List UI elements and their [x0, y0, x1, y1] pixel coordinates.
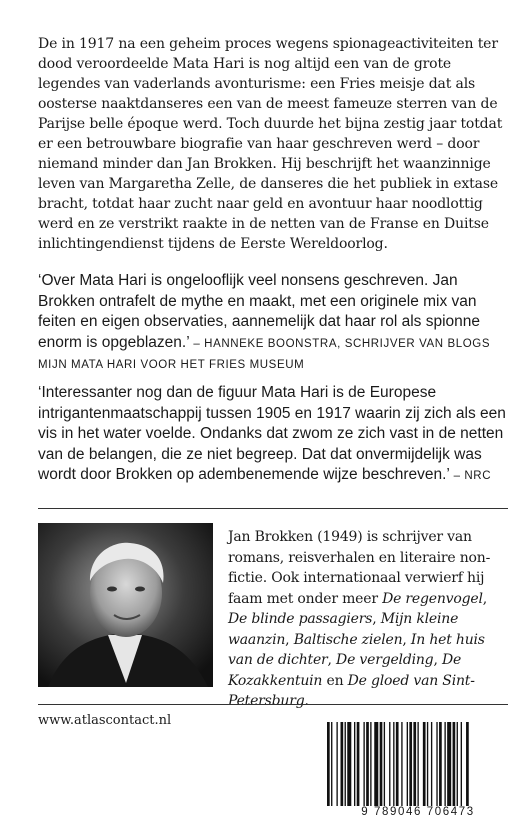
barcode-bar — [409, 722, 412, 814]
author-portrait-drawing — [38, 523, 213, 687]
publisher-website: www.atlascontact.nl — [38, 713, 172, 728]
isbn-number: 9 789046 706473 — [323, 806, 513, 818]
barcode-bar — [327, 722, 330, 814]
book-title: In het huis van de dichter — [228, 631, 485, 668]
barcode-bar — [444, 722, 445, 814]
author-bio: Jan Brokken (1949) is schrijver van romans, reisverhalen en literaire non-fictie. Ook internationaal verwierf hij faam met onder meer De regenvogel, De blinde passagiers, Mijn kleine waanzin, Baltische zielen, In het huis van de dichter, De vergelding, De Kozakkentuin en De gloed van Sint-Petersburg. — [228, 529, 491, 709]
review-quote-1 — [38, 271, 508, 376]
barcode-bar — [347, 722, 351, 814]
barcode-bar — [401, 722, 402, 814]
barcode-bar — [436, 722, 437, 814]
back-cover-blurb — [38, 34, 508, 254]
barcode-bar — [447, 722, 451, 814]
barcode-bar — [374, 722, 378, 814]
barcode-bar — [427, 722, 428, 814]
divider-line — [38, 508, 508, 509]
barcode-bar — [331, 722, 332, 814]
barcode-bar — [393, 722, 394, 814]
barcode-bar — [407, 722, 408, 814]
barcode-bar — [423, 722, 426, 814]
barcode-bar — [357, 722, 360, 814]
quote-attribution: – NRC — [453, 470, 492, 482]
book-title: Baltische zielen — [293, 631, 403, 648]
barcode-bar — [396, 722, 399, 814]
book-title: De blinde passagiers — [228, 611, 373, 627]
bio-and: en — [322, 672, 348, 689]
barcode-bar — [431, 722, 432, 814]
barcode-bar — [466, 722, 469, 814]
book-title: De Kozakkentuin — [228, 652, 462, 689]
barcode-bar — [366, 722, 369, 814]
isbn-barcode — [323, 722, 513, 822]
barcode-bar — [354, 722, 355, 814]
barcode-bar — [380, 722, 383, 814]
review-quote-2 — [38, 383, 508, 487]
barcode-bar — [439, 722, 442, 814]
bio-intro: Jan Brokken (1949) is schrijver van romans, reisverhalen en literaire non-fictie. Ook internationaal verwierf hij faam met onder meer — [228, 529, 491, 607]
barcode-bar — [370, 722, 371, 814]
author-photo — [38, 523, 213, 687]
barcode-bar — [363, 722, 364, 814]
barcode-bar — [336, 722, 337, 814]
barcode-bar — [457, 722, 458, 814]
book-title: De gloed van Sint-Petersburg — [228, 672, 475, 709]
book-title: De regenvogel — [382, 590, 483, 607]
bio-end: . — [304, 693, 309, 709]
barcode-bar — [453, 722, 456, 814]
barcode-bar — [341, 722, 344, 814]
barcode-bar — [389, 722, 390, 814]
barcode-bar — [345, 722, 346, 814]
book-title: De vergelding — [336, 652, 434, 668]
book-title: Mijn kleine waanzin — [228, 611, 459, 648]
divider-line — [38, 704, 508, 705]
barcode-bars — [323, 722, 513, 814]
quote-text: ‘Over Mata Hari is ongelooflijk veel nonsens geschreven. Jan Brokken ontrafelt de mythe en maakt, met een originele mix van feiten en eigen observaties, aannemelijk dat haar rol als spionne enorm is opgeblazen.’ — [38, 272, 481, 351]
barcode-bar — [384, 722, 385, 814]
blurb-text: De in 1917 na een geheim proces wegens spionageactiviteiten ter dood veroordeelde Mata Hari is nog altijd een van de grote legendes van vaderlands avonturisme: een Fries meisje dat als oosterse naaktdanseres een van de meest fameuze sterren van de Parijse belle époque werd. Toch duurde het bijna zestig jaar totdat er een betrouwbare biografie van haar geschreven werd – door niemand minder dan Jan Brokken. Hij beschrijft het waanzinnige leven van Margaretha Zelle, de danseres die het publiek in extase bracht, totdat haar zucht naar geld en avontuur haar noodlottig werd en ze verstrikt raakte in de netten van de Franse en Duitse inlichtingendienst tijdens de Eerste Wereldoorlog. — [38, 36, 503, 252]
barcode-bar — [417, 722, 418, 814]
barcode-bar — [461, 722, 462, 814]
quote-attribution: – HANNEKE BOONSTRA, SCHRIJVER VAN BLOGS MIJN MATA HARI VOOR HET FRIES MUSEUM — [38, 337, 491, 371]
quote-text: ‘Interessanter nog dan de figuur Mata Hari is de Europese intrigantenmaatschappij tussen 1905 en 1917 waarin zij zich als een vis in het water voelde. Ondanks dat zwom ze zich vast in de netten van de belangen, die ze niet begreep. Dat dat onvermijdelijk was wordt door Brokken op adembenemende wijze beschreven.’ — [38, 384, 506, 483]
barcode-bar — [413, 722, 416, 814]
